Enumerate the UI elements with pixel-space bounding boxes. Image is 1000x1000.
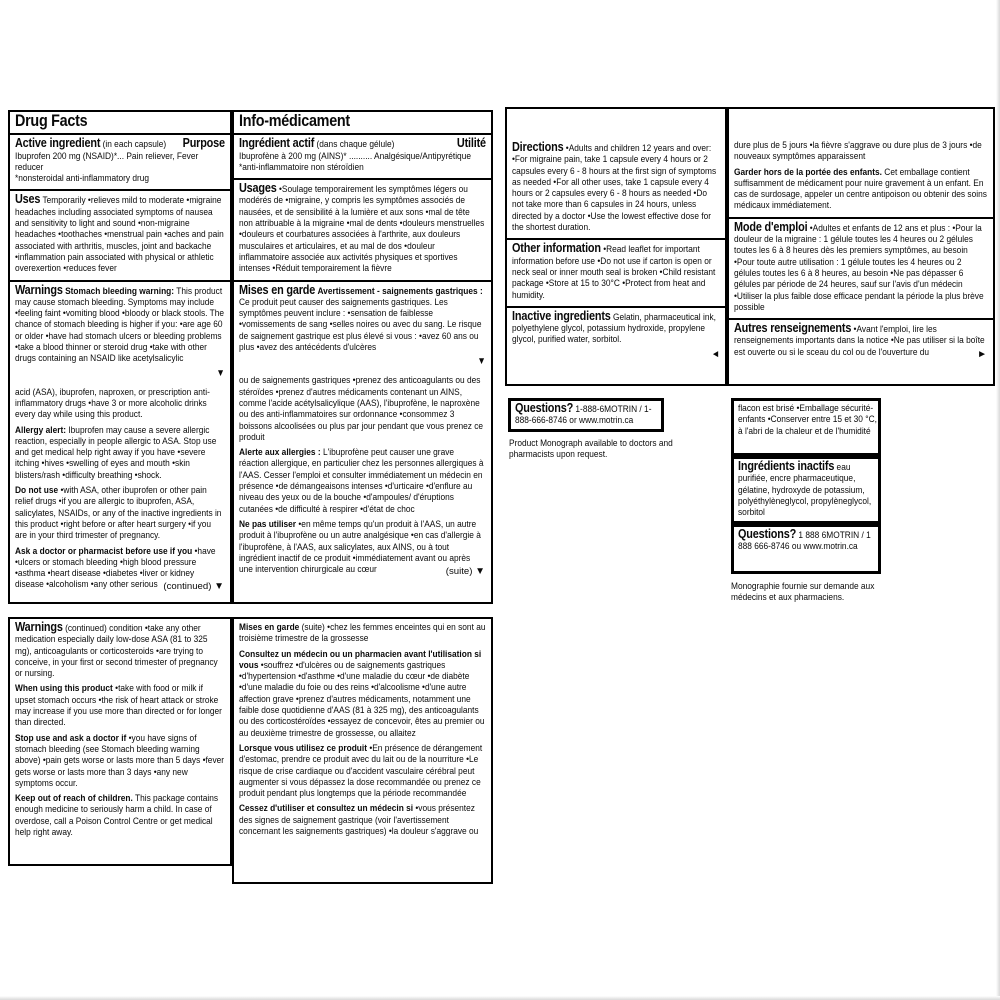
directions-panel-en	[505, 107, 727, 386]
right-triangle-marker	[977, 349, 987, 360]
autres-renseignements-paragraph: Autres renseignements •Avant l'emploi, lire les renseignements importants dans la notice •Ne pas utiliser si la boîte est ouverte ou si le sceau du col ou de l'ouverture du	[734, 321, 985, 358]
section-cessez-runover	[729, 109, 993, 219]
photo-edge-bottom	[0, 996, 1000, 1000]
section-inactive-ingredients-en	[507, 308, 725, 369]
ingredients-inactifs-box	[731, 456, 881, 524]
drug-facts-header-en	[10, 112, 230, 135]
questions-fr-paragraph: Questions? 1 888 6MOTRIN / 1 888 666-8746 ou www.motrin.ca	[738, 527, 871, 553]
drug-facts-panel-en	[8, 110, 232, 604]
inactive-ingredients-paragraph: Inactive ingredients Gelatin, pharmaceutical ink, polyethylene glycol, potassium hydroxide, propylene glycol, purified water, sorbitol.	[512, 308, 716, 346]
panel-title-en: Drug Facts	[15, 112, 88, 130]
section-usages	[234, 180, 491, 281]
down-triangle-icon: ▼	[214, 581, 224, 593]
directions-panel-fr	[727, 107, 995, 386]
suite-label: (suite)	[445, 566, 473, 578]
ask-doctor-paragraph: Ask a doctor or pharmacist before use if you •have •ulcers or stomach bleeding •high blood pressure •asthma •heart disease •diabetes •liver or kidney disease •alcoholism •any other serious	[15, 545, 216, 591]
active-ingredient-heading-row-fr	[239, 138, 486, 150]
other-information-paragraph: Other information •Read leaflet for important information before use •Do not use if carton is open or neck seal or inner mouth seal is broken •Child resistant package •Store at 15 to 30°C •Protect from heat and humidity.	[512, 241, 716, 301]
drug-facts-panel-fr	[232, 110, 493, 604]
stop-use-paragraph: Stop use and ask a doctor if •you have signs of stomach bleeding (see Stomach bleeding warning above) •pain gets worse or lasts more than 5 days •fever gets worse or lasts more than 3 days •any new symptoms occur.	[15, 732, 225, 789]
monograph-text-en: Product Monograph available to doctors and pharmacists upon request.	[509, 438, 673, 461]
photo-edge-right	[996, 0, 1000, 1000]
section-autres-renseignements	[729, 320, 993, 363]
warnings-continued-panel-fr	[232, 617, 493, 884]
section-uses-en	[10, 191, 230, 281]
questions-box-en	[508, 398, 664, 432]
warnings-part2: acid (ASA), ibuprofen, naproxen, or prescription anti-inflammatory drugs •have 3 or more alcoholic drinks every day while using this product.	[15, 386, 210, 421]
panel-title-fr: Info-médicament	[239, 112, 350, 130]
lorsque-paragraph: Lorsque vous utilisez ce produit •En présence de dérangement d'estomac, prendre ce produit avec du lait ou de la nourriture •Le risque de crise cardiaque ou d'accident vasculaire cérébral peut augmenter si vous dépassez la dose recommandée ou prenez ce produit pendant plus longtemps que la période recommandée	[239, 742, 483, 800]
ne-pas-utiliser-paragraph: Ne pas utiliser •en même temps qu'un produit à l'AAS, un autre produit à l'ibuprofène ou un autre analgésique •en cas d'allergie à l'ibuprofène, à l'AAS, aux salicylates, aux AINS, ou à tout ingrédient inactif de ce produit •immédiatement avant ou après une intervention chirurgicale au cœur	[239, 518, 481, 576]
active-ingredient-line-fr: Ibuprofène à 200 mg (AINS)* .......... Analgésique/Antipyrétique	[239, 150, 471, 162]
drug-facts-header-fr	[234, 112, 491, 135]
section-mode-emploi	[729, 219, 993, 320]
ingredients-inactifs-paragraph: Ingrédients inactifs eau purifiée, encre pharmaceutique, gélatine, hydroxyde de potassium, polyéthylèneglycol, propylèneglycol, sorbitol	[738, 459, 872, 519]
right-triangle-icon: ►	[977, 348, 987, 360]
monograph-note-en	[509, 438, 694, 461]
active-ingredient-heading-fr: Ingrédient actif (dans chaque gélule)	[239, 136, 395, 151]
monograph-text-fr: Monographie fournie sur demande aux médecins et aux pharmaciens.	[731, 581, 875, 604]
section-warnings-en	[10, 282, 230, 596]
down-triangle-icon: ▼	[475, 566, 485, 578]
section-other-information	[507, 240, 725, 307]
flacon-box-fr	[731, 398, 881, 456]
purpose-label: Purpose	[182, 136, 225, 151]
continued-marker-en	[163, 581, 224, 592]
continuation-down-icon-fr: ▼	[477, 356, 486, 368]
continuation-down-icon: ▼	[216, 367, 225, 379]
cessez-runover-paragraph: dure plus de 5 jours •la fièvre s'aggrave ou dure plus de 3 jours •de nouveaux symptômes apparaissent	[734, 140, 982, 163]
questions-en-paragraph: Questions? 1-888-6MOTRIN / 1-888-666-8746 or www.motrin.ca	[515, 401, 652, 427]
usages-paragraph: Usages •Soulage temporairement les symptômes légers ou modérés de •migraine, y compris les symptômes associés de nausées, et de sensibilité à la lumière et aux sons •mal de tête non attribuable à la migraine •mal de dents •douleurs menstruelles •douleurs et courbatures associées à l'arthrite, aux douleurs musculaires et articulaires, et au mal de dos •douleur inflammatoire associée aux activités physiques et sportives intenses •Réduit temporairement la fièvre	[239, 181, 485, 275]
keep-out-of-reach-paragraph: Keep out of reach of children. This package contains enough medicine to seriously harm a child. In case of overdose, call a Poison Control Centre or get medical help right away.	[15, 793, 219, 839]
continued-label: (continued)	[163, 581, 212, 593]
warnings-part1: Warnings Stomach bleeding warning: This product may cause stomach bleeding. Symptoms may include •feeling faint •vomiting blood •bloody or black stools. The chance of stomach bleeding is higher if you: •are age 60 or older •have had stomach ulcers or bleeding problems •take a blood thinner or steroid drug •take with other drugs containing an NSAID like acetylsalicylic	[15, 282, 225, 365]
warnings-continued-panel-en	[8, 617, 232, 866]
nsaid-footnote: *nonsteroidal anti-inflammatory drug	[15, 173, 150, 185]
section-warnings-continued	[10, 619, 230, 843]
monograph-note-fr	[731, 581, 901, 604]
allergy-alert-paragraph: Allergy alert: Ibuprofen may cause a severe allergic reaction, especially in people allergic to ASA. Stop use and get medical help right away if you have •severe itching •hives •swelling of eyes and mouth •skin blisters/rash •difficulty breathing •shock.	[15, 424, 217, 481]
ains-footnote: *anti-inflammatoire non stéroïdien	[239, 161, 364, 173]
active-ingredient-line: Ibuprofen 200 mg (NSAID)*... Pain reliever, Fever reducer	[15, 150, 199, 173]
utilite-label: Utilité	[456, 136, 486, 151]
cessez-paragraph: Cessez d'utiliser et consultez un médecin si •vous présentez des signes de saignement gastrique (voir l'avertissement concernant les saignements gastriques) •la douleur s'aggrave ou	[239, 803, 479, 838]
questions-box-fr	[731, 524, 881, 574]
warnings-continued-paragraph: Warnings (continued) condition •take any other medication especially daily low-dose ASA (81 to 325 mg), anticoagulants or corticosteroids •are trying to conceive, in your first or second trimester of pregnancy or nursing.	[15, 620, 218, 680]
continued-marker-fr	[446, 566, 485, 577]
when-using-paragraph: When using this product •take with food or milk if upset stomach occurs •the risk of heart attack or stroke may increase if you use more than directed or for longer than directed.	[15, 683, 222, 729]
active-ingredient-heading: Active ingredient (in each capsule)	[15, 136, 167, 151]
section-active-ingredient-en	[10, 135, 230, 191]
active-ingredient-heading-row	[15, 138, 225, 150]
mises-part1: Mises en garde Avertissement - saignements gastriques : Ce produit peut causer des saignements gastriques. Les symptômes peuvent inclure : •sensation de faiblesse •vomissements de sang •selles noires ou avec du sang. Le risque de saignement gastrique est plus élevé si vous : •avez 60 ans ou plus •avez des antécédents d'ulcères	[239, 282, 483, 354]
left-triangle-icon: ◄	[711, 348, 720, 360]
section-directions	[507, 109, 725, 240]
mode-emploi-paragraph: Mode d'emploi •Adultes et enfants de 12 ans et plus : •Pour la douleur de la migraine : 1 gélule toutes les 4 heures ou 2 gélules toutes les 6 à 8 heures dès les premiers symptômes, au besoin •Pour toute autre utilisation : 1 gélule toutes les 4 heures ou 2 gélules toutes les 6 à 8 heures, au besoin •Ne pas dépasser 6 gélules par période de 24 heures, sauf sur l'avis d'un médecin •Utiliser la plus faible dose efficace pendant la période la plus brève possible	[734, 219, 984, 313]
section-mises-suite	[234, 619, 491, 842]
section-active-ingredient-fr	[234, 135, 491, 180]
do-not-use-paragraph: Do not use •with ASA, other ibuprofen or other pain relief drugs •if you are allergic to ibuprofen, ASA, salicylates, NSAIDs, or any of the inactive ingredients in this product •right before or after heart surgery •if you are in your third trimester of pregnancy.	[15, 485, 222, 542]
alerte-allergies-paragraph: Alerte aux allergies : L'ibuprofène peut causer une grave réaction allergique, en particulier chez les personnes allergiques à l'AAS. Cesser l'emploi et consulter immédiatement un médecin en présence •de démangeaisons intenses •d'urticaire •d'enflure au niveau des yeux ou de la bouche •d'ampoules/ d'éruptions cutanées •de difficulté à respirer •d'état de choc	[239, 447, 484, 515]
mises-part2: ou de saignements gastriques •prenez des anticoagulants ou des stéroïdes •prenez d'autres médicaments contenant un AINS, comme l'acide acétylsalicylique (AAS), l'ibuprofène, le naproxène ou des anti-inflammatoires sur ordonnance •consommez 3 boissons alcoolisées ou plus par jour pendant que vous prenez ce produit	[239, 375, 484, 443]
garder-hors-paragraph: Garder hors de la portée des enfants. Cet emballage contient suffisamment de médicament pour nuire gravement à un enfant. En cas de surdosage, appeler un centre antipoison ou obtenir des soins médicaux immédiatement.	[734, 166, 987, 212]
section-mises-en-garde	[234, 282, 491, 581]
directions-paragraph: Directions •Adults and children 12 years and over: •For migraine pain, take 1 capsule every 4 hours or 2 capsules every 6 - 8 hours at the first sign of symptoms as needed •For all other uses, take 1 capsule every 4 hours or 2 capsules every 6 - 8 hours as needed •Do not take more than 6 capsules in 24 hours, unless directed by a doctor •Use the lowest effective dose for the shortest duration.	[512, 140, 717, 234]
uses-paragraph: Uses Temporarily •relieves mild to moderate •migraine headaches including associated symptoms of nausea and sensitivity to light and sound •non-migraine headaches •toothaches •menstrual pain •aches and pain associated with arthritis, muscles, joint and backache •inflammation pain associated with physical or athletic overexertion •reduces fever	[15, 192, 224, 275]
flacon-paragraph: flacon est brisé •Emballage sécurité- enfants •Conserver entre 15 et 30 °C, à l'abri de la chaleur et de l'humidité	[738, 403, 877, 437]
consultez-paragraph: Consultez un médecin ou un pharmacien avant l'utilisation si vous •souffrez •d'ulcères ou de saignements gastriques •d'hypertension •d'asthme •d'une maladie du cœur •de diabète •d'une maladie du foie ou des reins •d'alcoolisme •d'une autre affection grave •prenez d'autres médicaments, notamment une faible dose quotidienne d'AAS (81 à 325 mg), des anticoagulants ou des corticostéroïdes •essayez de concevoir, êtes au premier ou au deuxième trimestre de grossesse, ou allaitez	[239, 648, 485, 739]
mises-suite-paragraph: Mises en garde (suite) •chez les femmes enceintes qui en sont au troisième trimestre de la grossesse	[239, 622, 486, 645]
